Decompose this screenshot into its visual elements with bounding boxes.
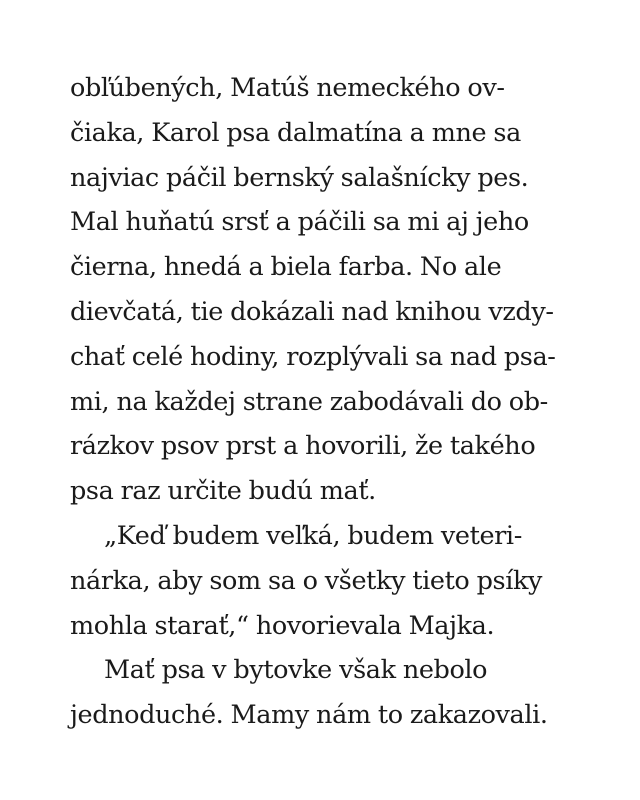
text-line: nárka, aby som sa o všetky tieto psíky bbox=[70, 565, 543, 596]
text-line: mohla starať,“ hovorievala Majka. bbox=[70, 610, 495, 641]
text-line: mi, na každej strane zabodávali do ob- bbox=[70, 386, 548, 417]
text-line: najviac páčil bernský salašnícky pes. bbox=[70, 162, 529, 193]
paragraph-first-line: Mať psa v bytovke však nebolo bbox=[104, 655, 488, 686]
text-line: psa raz určite budú mať. bbox=[70, 476, 376, 507]
text-line: jednoduché. Mamy nám to zakazovali. bbox=[70, 700, 548, 731]
text-line: dievčatá, tie dokázali nad knihou vzdy- bbox=[70, 296, 554, 327]
text-line: chať celé hodiny, rozplývali sa nad psa- bbox=[70, 341, 556, 372]
text-line: Mal huňatú srsť a páčili sa mi aj jeho bbox=[70, 207, 529, 238]
text-line: obľúbených, Matúš nemeckého ov- bbox=[70, 73, 505, 103]
page-text bbox=[70, 66, 590, 738]
paragraph-first-line: „Keď budem veľká, budem veteri- bbox=[104, 520, 522, 551]
text-line: čiaka, Karol psa dalmatína a mne sa bbox=[70, 117, 521, 148]
text-line: čierna, hnedá a biela farba. No ale bbox=[70, 252, 502, 283]
text-line: rázkov psov prst a hovorili, že takého bbox=[70, 431, 536, 462]
